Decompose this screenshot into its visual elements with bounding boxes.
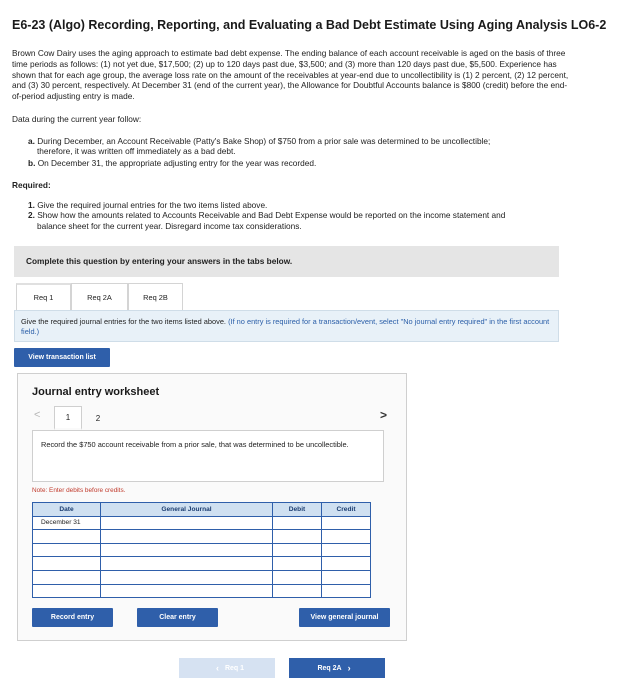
data-item-text: During December, an Account Receivable (Patty's Bake Shop) of $750 from a prior sale was determined to be uncollectible;	[37, 136, 491, 146]
table-row	[33, 516, 371, 530]
column-header-date: Date	[33, 503, 101, 517]
data-item-letter: b.	[28, 157, 36, 168]
date-cell	[33, 570, 101, 584]
date-cell	[33, 557, 101, 571]
worksheet-page-2[interactable]: 2	[95, 413, 101, 423]
debit-input[interactable]	[273, 557, 322, 571]
table-row	[33, 557, 371, 571]
account-input[interactable]	[101, 570, 273, 584]
chevron-right-icon: ›	[347, 663, 351, 673]
debit-input[interactable]	[273, 570, 322, 584]
instruction-hint: (If no entry is required for a transaction/event, select "No journal entry required" in the first account field.)	[21, 317, 550, 336]
column-header-general-journal: General Journal	[101, 503, 273, 517]
instruction-text: Give the required journal entries for the two items listed above.	[21, 317, 226, 326]
required-list	[28, 200, 578, 231]
debit-input[interactable]	[273, 584, 322, 598]
tab-req-2a[interactable]: Req 2A	[71, 283, 128, 310]
debits-first-note: Note: Enter debits before credits.	[32, 487, 126, 494]
data-heading: Data during the current year follow:	[12, 114, 142, 124]
chevron-right-icon[interactable]: >	[380, 408, 388, 422]
required-item-1	[28, 200, 578, 210]
data-item-text: On December 31, the appropriate adjusting entry for the year was recorded.	[37, 157, 317, 168]
column-header-credit: Credit	[322, 503, 371, 517]
credit-input[interactable]	[322, 543, 371, 557]
next-req-label: Req 2A	[317, 664, 342, 672]
data-item-a	[28, 136, 568, 157]
date-cell[interactable]: December 31	[33, 516, 101, 530]
next-req-button[interactable]	[289, 658, 385, 678]
view-transaction-list-button[interactable]: View transaction list	[14, 348, 110, 367]
tab-req-2b[interactable]: Req 2B	[128, 283, 183, 310]
data-item-b	[28, 158, 568, 168]
debit-input[interactable]	[273, 543, 322, 557]
account-input[interactable]	[101, 557, 273, 571]
page-title: E6-23 (Algo) Recording, Reporting, and Evaluating a Bad Debt Estimate Using Aging Analysis LO6-2	[12, 18, 607, 32]
required-item-number: 1.	[28, 200, 35, 210]
record-entry-button[interactable]: Record entry	[32, 608, 113, 627]
chevron-left-icon[interactable]: <	[34, 409, 41, 421]
previous-req-button[interactable]	[179, 658, 275, 678]
tab-instructions	[14, 310, 559, 342]
credit-input[interactable]	[322, 584, 371, 598]
clear-entry-button[interactable]: Clear entry	[137, 608, 218, 627]
credit-input[interactable]	[322, 557, 371, 571]
worksheet-title: Journal entry worksheet	[32, 386, 160, 398]
table-row	[33, 530, 371, 544]
column-header-debit: Debit	[273, 503, 322, 517]
credit-input[interactable]	[322, 516, 371, 530]
data-item-letter: a.	[28, 136, 35, 146]
date-cell	[33, 584, 101, 598]
date-cell	[33, 530, 101, 544]
debit-input[interactable]	[273, 516, 322, 530]
required-item-text: Show how the amounts related to Accounts Receivable and Bad Debt Expense would be reported on the income statement and	[37, 210, 506, 221]
journal-entry-table	[32, 502, 371, 598]
table-row	[33, 584, 371, 598]
date-cell	[33, 543, 101, 557]
previous-req-label: Req 1	[224, 664, 245, 672]
complete-question-banner: Complete this question by entering your answers in the tabs below.	[14, 246, 559, 277]
table-row	[33, 543, 371, 557]
required-item-2	[28, 210, 578, 231]
required-item-continuation: balance sheet for the current year. Disregard income tax considerations.	[37, 220, 302, 231]
required-item-number: 2.	[28, 210, 35, 221]
required-heading: Required:	[12, 180, 51, 190]
tab-req-1[interactable]: Req 1	[16, 283, 71, 310]
data-item-continuation: therefore, it was written off immediately as a bad debt.	[37, 146, 236, 157]
data-items-list	[28, 136, 568, 169]
account-input[interactable]	[101, 543, 273, 557]
debit-input[interactable]	[273, 530, 322, 544]
account-input[interactable]	[101, 516, 273, 530]
credit-input[interactable]	[322, 570, 371, 584]
chevron-left-icon: ‹	[215, 663, 219, 673]
answer-tabs	[16, 283, 183, 310]
table-row	[33, 570, 371, 584]
credit-input[interactable]	[322, 530, 371, 544]
account-input[interactable]	[101, 530, 273, 544]
journal-entry-worksheet	[17, 373, 407, 641]
required-item-text: Give the required journal entries for the two items listed above.	[37, 200, 268, 210]
account-input[interactable]	[101, 584, 273, 598]
entry-description: Record the $750 account receivable from a prior sale, that was determined to be uncollectible.	[32, 430, 384, 482]
view-general-journal-button[interactable]: View general journal	[299, 608, 390, 627]
worksheet-page-1[interactable]: 1	[54, 406, 82, 430]
problem-intro: Brown Cow Dairy uses the aging approach to estimate bad debt expense. The ending balance of each account receivable is aged on the basis of three time periods as follows: (1) not yet due, $17,500; (2) up to 120 days past due, $3,500; and (3) more than 120 days past due, $5,500. Experience has shown that for each age group, the average loss rate on the amount of the receivables at year-end due to uncollectibility is (1) 2 percent, (2) 12 percent, and (3) 30 percent, respectively. At December 31 (end of the current year), the Allowance for Doubtful Accounts balance is $800 (credit) before the end-of-period adjusting entry is made.	[12, 48, 569, 102]
